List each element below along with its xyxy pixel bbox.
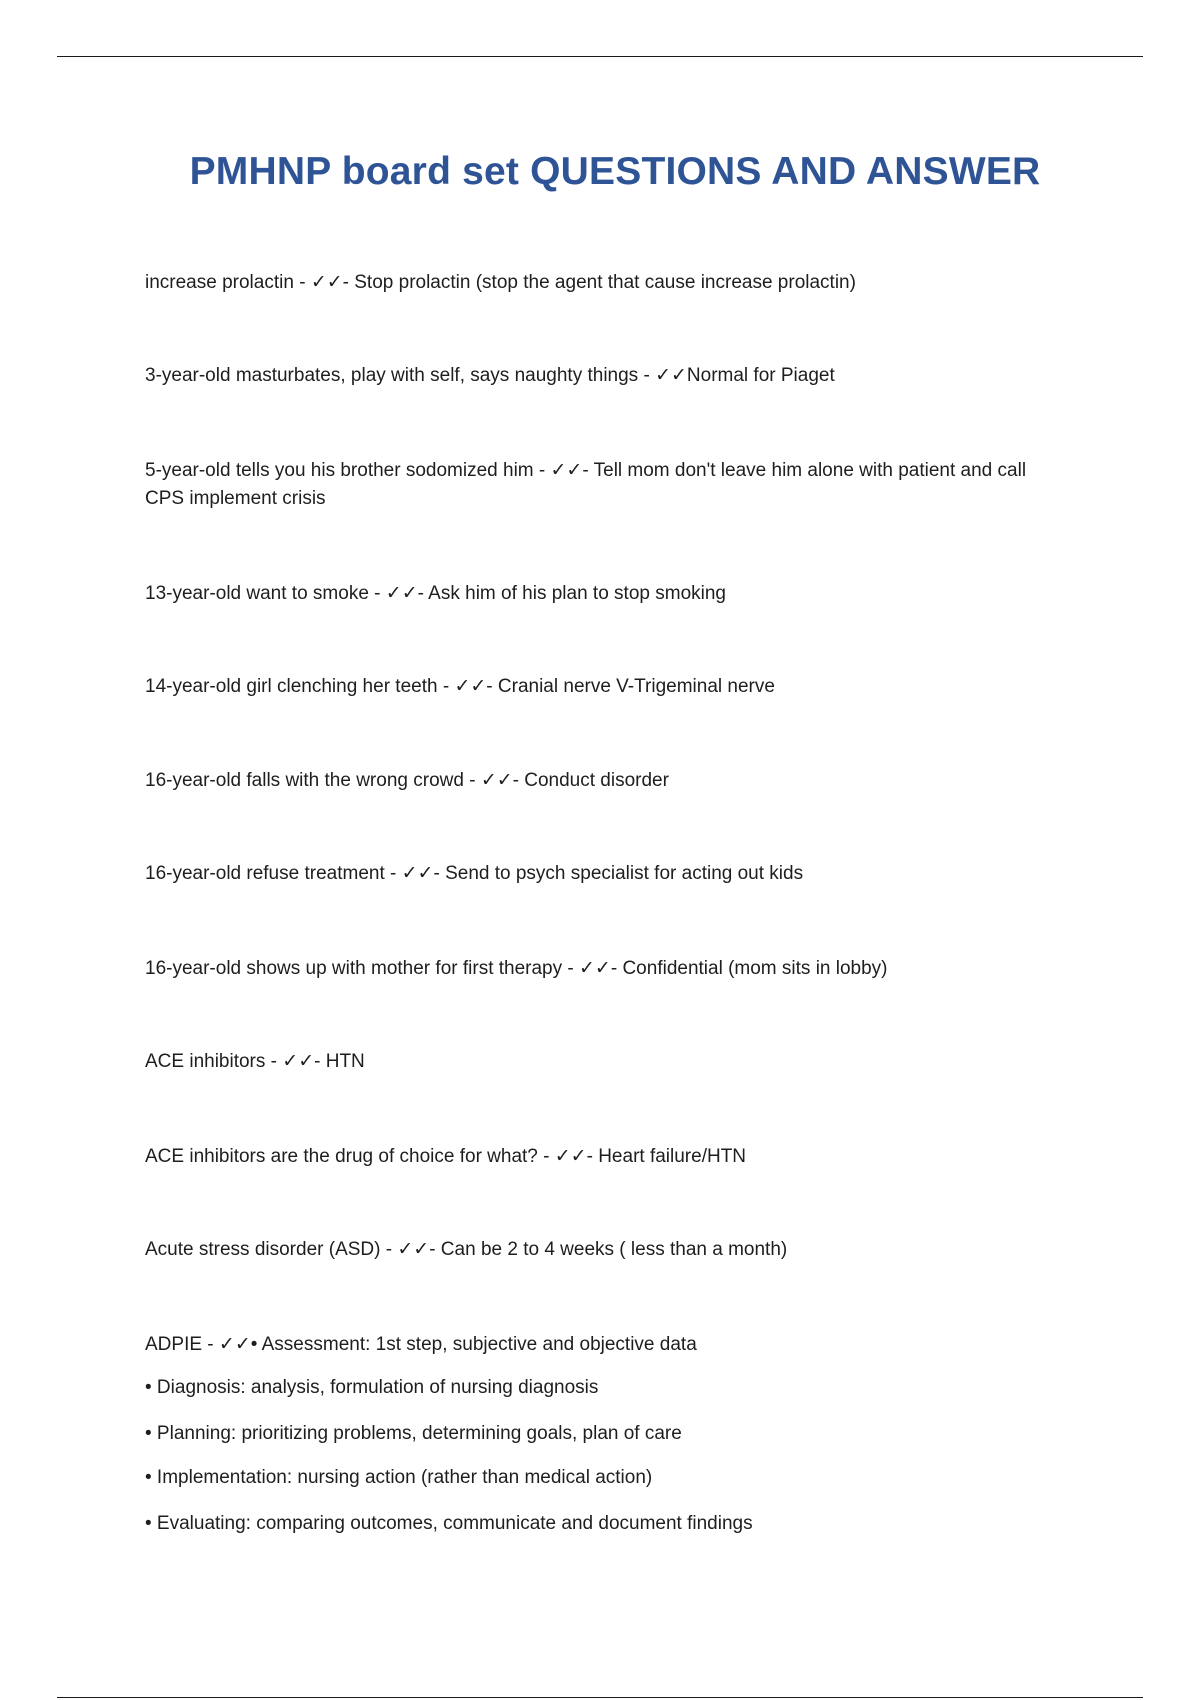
qa-entry: [145, 954, 1045, 983]
double-check-icon: ✓✓: [550, 459, 583, 481]
adpie-bullet: • Diagnosis: analysis, formulation of nursing diagnosis: [145, 1377, 599, 1398]
double-check-icon: ✓✓: [554, 1145, 587, 1167]
double-check-icon: ✓✓: [310, 271, 343, 293]
adpie-bullet: • Implementation: nursing action (rather than medical action): [145, 1467, 653, 1488]
double-check-icon: ✓✓: [480, 769, 513, 791]
header-rule: [57, 56, 1143, 57]
question-text: 5-year-old tells you his brother sodomized him -: [145, 460, 546, 481]
qa-entry: [145, 268, 1045, 297]
qa-entry: [145, 1235, 1045, 1264]
double-check-icon: ✓✓: [454, 675, 487, 697]
answer-text: • Assessment: 1st step, subjective and objective data: [250, 1334, 697, 1355]
question-text: increase prolactin -: [145, 272, 306, 293]
page-title: PMHNP board set QUESTIONS AND ANSWER: [189, 150, 1041, 193]
answer-text: - Heart failure/HTN: [586, 1146, 747, 1167]
question-text: ADPIE -: [145, 1334, 214, 1355]
qa-entry: [145, 361, 1045, 390]
question-text: 16-year-old falls with the wrong crowd -: [145, 770, 476, 791]
adpie-bullet: • Planning: prioritizing problems, determining goals, plan of care: [145, 1423, 682, 1444]
question-text: 16-year-old refuse treatment -: [145, 863, 397, 884]
double-check-icon: ✓✓: [655, 364, 687, 386]
qa-entry: [145, 579, 1045, 608]
footer-rule: [57, 1697, 1143, 1698]
qa-entry: [145, 672, 1045, 701]
qa-entry: [145, 456, 1035, 513]
double-check-icon: ✓✓: [401, 862, 434, 884]
answer-text: - Ask him of his plan to stop smoking: [417, 583, 726, 604]
answer-text: - Send to psych specialist for acting out kids: [433, 863, 804, 884]
qa-entry: [145, 1142, 1045, 1171]
answer-text: - Can be 2 to 4 weeks ( less than a month): [429, 1239, 788, 1260]
question-text: ACE inhibitors are the drug of choice for what? -: [145, 1146, 550, 1167]
question-text: ACE inhibitors -: [145, 1051, 277, 1072]
qa-entry: [145, 766, 1045, 795]
question-text: 3-year-old masturbates, play with self, says naughty things -: [145, 365, 650, 386]
question-text: 13-year-old want to smoke -: [145, 583, 381, 604]
adpie-bullet: • Evaluating: comparing outcomes, communicate and document findings: [145, 1513, 753, 1534]
question-text: 14-year-old girl clenching her teeth -: [145, 676, 450, 697]
qa-entry: [145, 859, 1045, 888]
question-text: Acute stress disorder (ASD) -: [145, 1239, 393, 1260]
answer-text: Normal for Piaget: [686, 365, 835, 386]
answer-text: - HTN: [314, 1051, 365, 1072]
answer-text: - Stop prolactin (stop the agent that cause increase prolactin): [342, 272, 856, 293]
answer-text: - Tell mom don't leave him alone with patient and call CPS implement crisis: [145, 460, 1027, 509]
double-check-icon: ✓✓: [385, 582, 418, 604]
double-check-icon: ✓✓: [282, 1050, 315, 1072]
question-text: 16-year-old shows up with mother for first therapy -: [145, 958, 574, 979]
qa-entry: [145, 1047, 1045, 1076]
double-check-icon: ✓✓: [397, 1238, 430, 1260]
double-check-icon: ✓✓: [579, 957, 611, 979]
answer-text: - Confidential (mom sits in lobby): [610, 958, 888, 979]
qa-entry: [145, 1330, 1045, 1359]
answer-text: - Cranial nerve V-Trigeminal nerve: [486, 676, 775, 697]
answer-text: - Conduct disorder: [512, 770, 669, 791]
double-check-icon: ✓✓: [218, 1333, 251, 1355]
